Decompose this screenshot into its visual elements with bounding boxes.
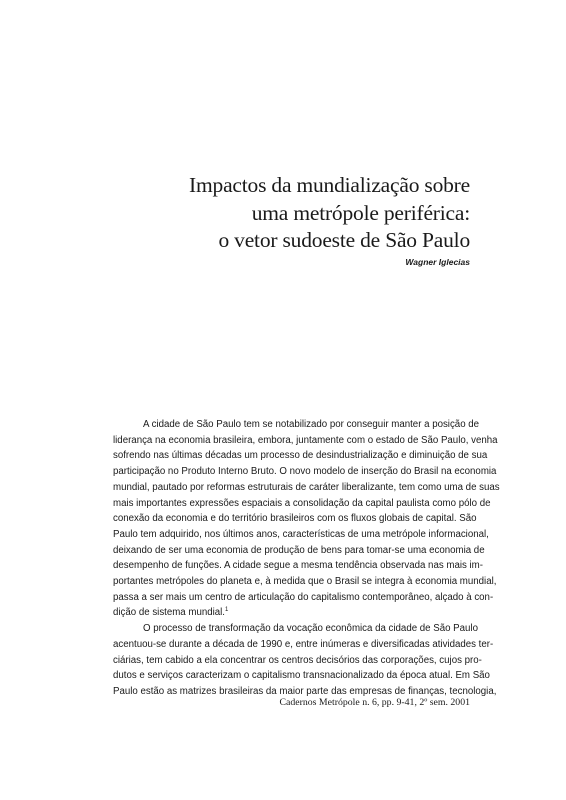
body-line: participação no Produto Interno Bruto. O novo modelo de inserção do Brasil na economia [113,466,497,478]
title-line-3: o vetor sudoeste de São Paulo [218,228,470,252]
body-line: Paulo estão as matrizes brasileiras da maior parte das empresas de finanças, tecnologia, [113,685,497,697]
author-name: Wagner Iglecias [405,257,470,267]
body-line: deixando de ser uma economia de produção de bens para tomar-se uma economia de [113,544,485,556]
body-line: dutos e serviços caracterizam o capitalismo transnacionalizado da época atual. Em São [113,670,490,682]
article-title [189,172,470,255]
body-line: acentuou-se durante a década de 1990 e, entre inúmeras e diversificadas atividades ter- [113,638,494,650]
journal-footer: Cadernos Metrópole n. 6, pp. 9-41, 2º sem. 2001 [279,697,470,708]
body-line: ciárias, tem cabido a ela concentrar os centros decisórios das corporações, cujos pro- [113,654,482,666]
body-line: conexão da economia e do território brasileiros com os fluxos globais de capital. São [113,513,477,525]
footnote-marker: 1 [225,607,229,614]
body-line: Paulo tem adquirido, nos últimos anos, características de uma metrópole informacional, [113,528,489,540]
title-line-1: Impactos da mundialização sobre [189,173,470,197]
body-line: A cidade de São Paulo tem se notabilizado por conseguir manter a posição de [143,419,480,430]
title-line-2: uma metrópole periférica: [251,200,470,225]
body-line-text: dição de sistema mundial. [113,607,226,619]
body-line: liderança na economia brasileira, embora, juntamente com o estado de São Paulo, venha [113,434,498,446]
body-line: mais importantes expressões espaciais a consolidação da capital paulista como pólo de [113,497,491,509]
body-line: O processo de transformação da vocação econômica da cidade de São Paulo [143,623,478,635]
body-line: sofrendo nas últimas décadas um processo de desindustrialização e diminuição de sua [113,450,488,462]
body-line: desempenho de funções. A cidade segue a mesma tendência observada nas mais im- [113,560,483,572]
body-line-last [113,605,471,621]
body-line: passa a ser mais um centro de articulação do capitalismo contemporâneo, alçado à con- [113,591,494,603]
body-line: mundial, pautado por reformas estruturais de caráter liberalizante, tem como uma de suas [113,481,500,493]
article-body [113,417,500,700]
body-line: portantes metrópoles do planeta e, à medida que o Brasil se integra à economia mundial, [113,576,497,588]
paragraph-1 [113,417,500,621]
paragraph-2 [113,621,497,700]
